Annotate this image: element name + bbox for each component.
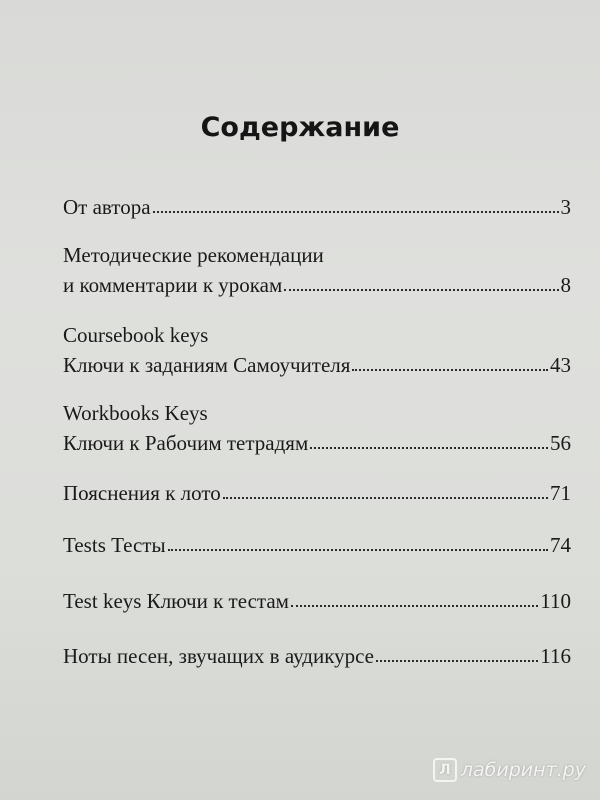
toc-line <box>63 350 571 380</box>
toc-entry <box>63 398 571 458</box>
toc-page-number: 8 <box>560 273 571 297</box>
dot-leader <box>352 368 548 371</box>
toc-entry <box>63 240 571 300</box>
watermark-logo-icon: Л <box>433 758 457 782</box>
toc-entry <box>63 530 571 560</box>
toc-entry-title: Tests Тесты <box>63 533 166 557</box>
toc-line <box>63 192 571 222</box>
toc-entry-title-cont: Ключи к заданиям Самоучителя <box>63 353 351 377</box>
toc-page-number: 3 <box>560 195 571 219</box>
toc-entry-title: Test keys Ключи к тестам <box>63 589 289 613</box>
dot-leader <box>291 604 538 607</box>
toc-line <box>63 270 571 300</box>
toc-entry-title: Coursebook keys <box>63 323 209 347</box>
toc-page-number: 116 <box>540 644 571 668</box>
page-title: Содержание <box>200 112 400 143</box>
toc-page-number: 110 <box>540 589 571 613</box>
toc-line <box>63 428 571 458</box>
watermark-text: лабиринт.ру <box>460 759 586 781</box>
toc-page-number: 43 <box>550 353 571 377</box>
toc-entry-title: Ноты песен, звучащих в аудикурсе <box>63 644 375 668</box>
toc-entry-title-cont: Ключи к Рабочим тетрадям <box>63 431 309 455</box>
toc-page-number: 71 <box>550 481 571 505</box>
toc-entry <box>63 192 571 222</box>
dot-leader <box>153 210 559 213</box>
toc-entry-title: От автора <box>63 195 151 219</box>
toc-entry-title: Методические рекомендации <box>63 243 324 267</box>
toc-entry-title-cont: и комментарии к урокам <box>63 273 283 297</box>
toc-entry <box>63 641 571 671</box>
dot-leader <box>310 446 548 449</box>
site-watermark <box>433 758 586 782</box>
toc-page-number: 74 <box>550 533 571 557</box>
dot-leader <box>284 288 558 291</box>
toc-page-number: 56 <box>550 431 571 455</box>
toc-line <box>63 641 571 671</box>
toc-line <box>63 478 571 508</box>
toc-entry-title: Workbooks Keys <box>63 401 208 425</box>
toc-entry <box>63 478 571 508</box>
toc-line <box>63 586 571 616</box>
toc-entry-title: Пояснения к лото <box>63 481 221 505</box>
dot-leader <box>168 548 548 551</box>
toc-entry <box>63 320 571 380</box>
toc-line <box>63 530 571 560</box>
toc-entry <box>63 586 571 616</box>
dot-leader <box>223 496 548 499</box>
dot-leader <box>376 659 538 662</box>
